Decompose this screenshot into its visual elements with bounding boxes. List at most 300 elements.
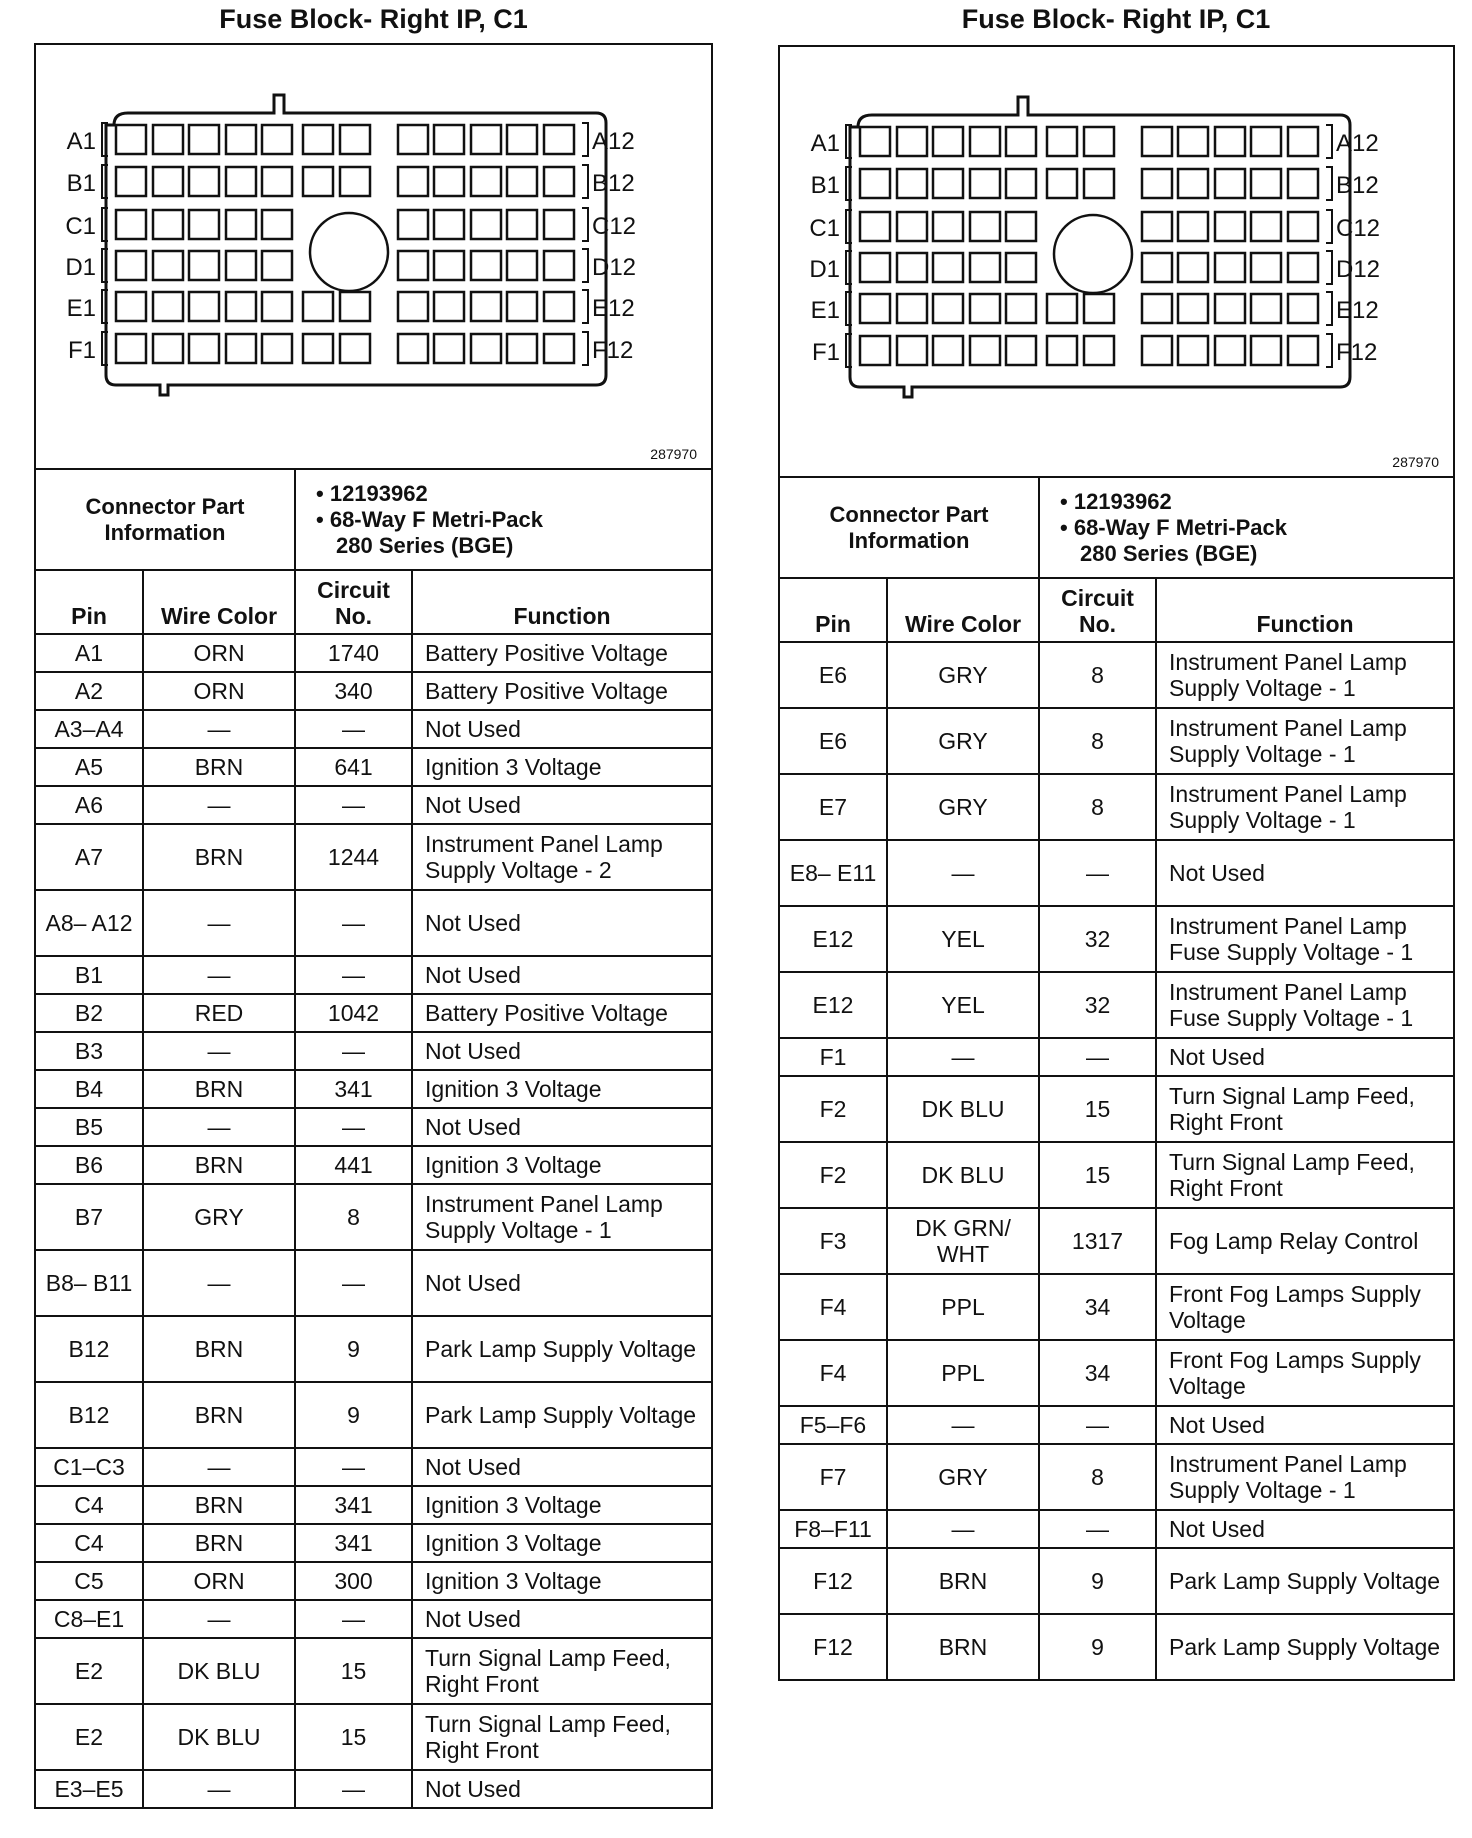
pin-cavity <box>116 125 146 154</box>
pin-cavity <box>116 251 146 280</box>
pin-cell: A3–A4 <box>35 710 143 748</box>
table-row <box>35 1562 712 1600</box>
pin-cavity <box>189 334 219 363</box>
circuit-cell: 8 <box>1039 1444 1156 1510</box>
pin-cavity <box>1215 253 1245 282</box>
pin-cavity <box>398 125 428 154</box>
pin-cavity <box>471 167 501 196</box>
pin-cell: E7 <box>779 774 887 840</box>
left-connector-diagram <box>34 43 713 470</box>
pin-cavity <box>1215 169 1245 198</box>
circuit-cell: 32 <box>1039 972 1156 1038</box>
pin-cavity <box>153 292 183 321</box>
function-cell: Ignition 3 Voltage <box>412 1486 712 1524</box>
connector-part-number: • 12193962 <box>1060 488 1172 514</box>
table-row <box>35 1032 712 1070</box>
pin-cell: B6 <box>35 1146 143 1184</box>
pin-cavity <box>189 167 219 196</box>
circuit-cell: 15 <box>1039 1142 1156 1208</box>
wire-color-cell: DK BLU <box>143 1704 295 1770</box>
pin-cavity <box>544 251 574 280</box>
row-label-right: D12 <box>592 254 637 281</box>
circuit-cell: 9 <box>295 1382 412 1448</box>
pin-cavity <box>1251 253 1281 282</box>
circuit-cell: — <box>1039 1406 1156 1444</box>
row-label-right: A12 <box>592 128 635 155</box>
circuit-cell: — <box>295 1448 412 1486</box>
pin-cavity <box>434 334 464 363</box>
pin-cell: F3 <box>779 1208 887 1274</box>
pin-cell: A6 <box>35 786 143 824</box>
pin-cell: B12 <box>35 1316 143 1382</box>
function-cell: Turn Signal Lamp Feed, Right Front <box>1156 1076 1454 1142</box>
connector-info-label: Connector Part Information <box>779 477 1039 578</box>
pin-cavity <box>1047 294 1077 323</box>
header-wire-color: Wire Color <box>143 570 295 634</box>
circuit-cell: 8 <box>1039 774 1156 840</box>
pin-cavity <box>544 292 574 321</box>
pin-cell: F7 <box>779 1444 887 1510</box>
pin-cavity <box>1047 336 1077 365</box>
function-cell: Not Used <box>412 1448 712 1486</box>
wire-color-cell: — <box>143 1108 295 1146</box>
circuit-cell: 341 <box>295 1070 412 1108</box>
row-label-right: B12 <box>592 170 635 197</box>
pin-cavity <box>1047 127 1077 156</box>
pin-cell: F1 <box>779 1038 887 1076</box>
table-row <box>35 1638 712 1704</box>
pin-cavity <box>1142 253 1172 282</box>
row-bracket-right <box>1326 210 1332 243</box>
wire-color-cell: BRN <box>887 1548 1039 1614</box>
pin-cavity <box>303 167 333 196</box>
table-row <box>779 774 1454 840</box>
pin-cavity <box>471 251 501 280</box>
row-label-left: B1 <box>66 170 96 197</box>
table-row <box>35 1250 712 1316</box>
function-cell: Battery Positive Voltage <box>412 672 712 710</box>
wire-color-cell: ORN <box>143 1562 295 1600</box>
circuit-cell: 15 <box>295 1638 412 1704</box>
header-function: Function <box>412 570 712 634</box>
row-label-left: C1 <box>65 213 96 240</box>
pin-cavity <box>1288 294 1318 323</box>
table-row <box>35 1704 712 1770</box>
pin-cavity <box>970 127 1000 156</box>
right-connector-diagram <box>778 45 1455 478</box>
row-label-left: A1 <box>810 130 840 157</box>
pin-cavity <box>507 210 537 239</box>
pin-cavity <box>933 253 963 282</box>
pin-cavity <box>1215 294 1245 323</box>
pin-cell: B2 <box>35 994 143 1032</box>
table-row <box>779 1076 1454 1142</box>
function-cell: Instrument Panel Lamp Supply Voltage - 1 <box>1156 642 1454 708</box>
pin-cavity <box>189 292 219 321</box>
pin-cavity <box>1251 294 1281 323</box>
pin-cavity <box>434 251 464 280</box>
pin-cavity <box>933 212 963 241</box>
pin-cavity <box>116 292 146 321</box>
wire-color-cell: — <box>887 840 1039 906</box>
pin-cavity <box>116 167 146 196</box>
pin-cavity <box>189 210 219 239</box>
function-cell: Not Used <box>412 1250 712 1316</box>
table-row <box>779 972 1454 1038</box>
pin-cavity <box>434 167 464 196</box>
table-row <box>779 1274 1454 1340</box>
function-cell: Not Used <box>1156 1510 1454 1548</box>
wire-color-cell: — <box>143 890 295 956</box>
pin-cavity <box>507 125 537 154</box>
wire-color-cell: — <box>887 1038 1039 1076</box>
pin-cell: E2 <box>35 1704 143 1770</box>
pin-cavity <box>116 210 146 239</box>
pin-cavity <box>398 334 428 363</box>
pin-cavity <box>970 169 1000 198</box>
pin-cavity <box>1178 127 1208 156</box>
row-bracket-right <box>582 165 588 198</box>
pin-cavity <box>189 125 219 154</box>
row-bracket-right <box>582 332 588 365</box>
pin-cavity <box>1251 212 1281 241</box>
pin-cavity <box>544 167 574 196</box>
connector-part-number: • 12193962 <box>316 480 428 506</box>
pin-cell: F4 <box>779 1274 887 1340</box>
function-cell: Park Lamp Supply Voltage <box>1156 1548 1454 1614</box>
pin-cavity <box>860 169 890 198</box>
header-pin: Pin <box>779 578 887 642</box>
wire-color-cell: BRN <box>143 1316 295 1382</box>
pin-cavity <box>398 292 428 321</box>
pin-cavity <box>1251 336 1281 365</box>
pin-cell: E8– E11 <box>779 840 887 906</box>
circuit-cell: 1244 <box>295 824 412 890</box>
wire-color-cell: DK BLU <box>143 1638 295 1704</box>
pin-cavity <box>471 334 501 363</box>
wire-color-cell: — <box>143 1250 295 1316</box>
circuit-cell: 8 <box>295 1184 412 1250</box>
row-label-left: E1 <box>66 295 96 322</box>
function-cell: Ignition 3 Voltage <box>412 748 712 786</box>
table-row <box>35 1770 712 1808</box>
pin-cell: F8–F11 <box>779 1510 887 1548</box>
pin-cavity <box>262 210 292 239</box>
pin-cavity <box>1178 169 1208 198</box>
wire-color-cell: — <box>887 1406 1039 1444</box>
left-title: Fuse Block- Right IP, C1 <box>219 4 528 34</box>
pin-cavity <box>1215 127 1245 156</box>
function-cell: Fog Lamp Relay Control <box>1156 1208 1454 1274</box>
table-row <box>35 672 712 710</box>
pin-cavity <box>226 334 256 363</box>
wire-color-cell: — <box>143 1448 295 1486</box>
circuit-cell: 9 <box>1039 1548 1156 1614</box>
table-row <box>779 642 1454 708</box>
pin-cavity <box>1215 336 1245 365</box>
row-bracket-right <box>1326 334 1332 367</box>
pin-cavity <box>1288 127 1318 156</box>
wire-color-cell: GRY <box>887 774 1039 840</box>
pin-cell: E2 <box>35 1638 143 1704</box>
pin-cell: E12 <box>779 906 887 972</box>
function-cell: Battery Positive Voltage <box>412 994 712 1032</box>
pin-cavity <box>1142 127 1172 156</box>
pin-cavity <box>189 251 219 280</box>
table-row <box>35 1184 712 1250</box>
wire-color-cell: RED <box>143 994 295 1032</box>
pin-cavity <box>1084 169 1114 198</box>
pin-cavity <box>1178 212 1208 241</box>
row-label-left: B1 <box>810 172 840 199</box>
table-row <box>35 786 712 824</box>
wire-color-cell: PPL <box>887 1274 1039 1340</box>
pin-cavity <box>1084 336 1114 365</box>
wire-color-cell: — <box>143 786 295 824</box>
row-label-left: D1 <box>65 254 96 281</box>
pin-cavity <box>1288 336 1318 365</box>
circuit-cell: — <box>295 1770 412 1808</box>
table-row <box>35 710 712 748</box>
function-cell: Battery Positive Voltage <box>412 634 712 672</box>
pin-cavity <box>507 292 537 321</box>
right-pin-table <box>778 476 1455 1681</box>
table-row <box>35 634 712 672</box>
pin-cavity <box>153 334 183 363</box>
wire-color-cell: BRN <box>143 824 295 890</box>
function-cell: Ignition 3 Voltage <box>412 1524 712 1562</box>
connector-info-label: Connector Part Information <box>35 469 295 570</box>
pin-cavity <box>897 127 927 156</box>
pin-cavity <box>860 212 890 241</box>
table-row <box>779 708 1454 774</box>
circuit-cell: 341 <box>295 1486 412 1524</box>
pin-cavity <box>1142 294 1172 323</box>
row-label-left: E1 <box>810 297 840 324</box>
pin-cavity <box>434 292 464 321</box>
pin-cavity <box>507 167 537 196</box>
circuit-cell: 1317 <box>1039 1208 1156 1274</box>
row-bracket-right <box>1326 292 1332 325</box>
pin-cavity <box>1084 294 1114 323</box>
pin-cavity <box>1006 294 1036 323</box>
wire-color-cell: GRY <box>887 708 1039 774</box>
wire-color-cell: PPL <box>887 1340 1039 1406</box>
connector-info-value <box>295 469 712 570</box>
pin-cavity <box>1251 169 1281 198</box>
pin-cavity <box>471 125 501 154</box>
wire-color-cell: BRN <box>143 1070 295 1108</box>
function-cell: Not Used <box>412 956 712 994</box>
function-cell: Park Lamp Supply Voltage <box>412 1382 712 1448</box>
row-label-right: E12 <box>1336 297 1379 324</box>
circuit-cell: — <box>295 890 412 956</box>
pin-cavity <box>933 294 963 323</box>
pin-cavity <box>970 212 1000 241</box>
table-row <box>779 1208 1454 1274</box>
wire-color-cell: — <box>143 956 295 994</box>
wire-color-cell: BRN <box>887 1614 1039 1680</box>
pin-cavity <box>897 169 927 198</box>
table-row <box>35 1146 712 1184</box>
header-circuit-no: Circuit No. <box>1039 578 1156 642</box>
pin-cavity <box>1178 336 1208 365</box>
function-cell: Not Used <box>1156 1038 1454 1076</box>
pin-cavity <box>970 336 1000 365</box>
pin-cavity <box>897 212 927 241</box>
table-row <box>35 1524 712 1562</box>
left-part-code: 287970 <box>650 446 697 462</box>
pin-cell: C4 <box>35 1524 143 1562</box>
pin-cavity <box>1006 253 1036 282</box>
circuit-cell: 8 <box>1039 642 1156 708</box>
row-label-right: B12 <box>1336 172 1379 199</box>
function-cell: Ignition 3 Voltage <box>412 1070 712 1108</box>
pin-cavity <box>226 292 256 321</box>
circuit-cell: 340 <box>295 672 412 710</box>
pin-cavity <box>434 125 464 154</box>
pin-cavity <box>262 125 292 154</box>
row-label-right: C12 <box>1336 215 1381 242</box>
wire-color-cell: — <box>887 1510 1039 1548</box>
row-label-left: C1 <box>809 215 840 242</box>
wire-color-cell: DK BLU <box>887 1076 1039 1142</box>
wire-color-cell: — <box>143 1032 295 1070</box>
pin-cell: A5 <box>35 748 143 786</box>
table-row <box>35 1448 712 1486</box>
pin-cavity <box>544 125 574 154</box>
pin-cell: F4 <box>779 1340 887 1406</box>
row-bracket-right <box>1326 167 1332 200</box>
pin-cell: C4 <box>35 1486 143 1524</box>
pin-cavity <box>897 294 927 323</box>
pin-cavity <box>303 125 333 154</box>
circuit-cell: — <box>1039 1038 1156 1076</box>
pin-cell: A2 <box>35 672 143 710</box>
wire-color-cell: — <box>143 1770 295 1808</box>
center-boss <box>310 213 388 291</box>
pin-cell: B8– B11 <box>35 1250 143 1316</box>
wire-color-cell: YEL <box>887 906 1039 972</box>
row-label-right: D12 <box>1336 256 1381 283</box>
function-cell: Ignition 3 Voltage <box>412 1146 712 1184</box>
connector-face-drawing <box>36 45 715 472</box>
circuit-cell: 34 <box>1039 1274 1156 1340</box>
table-row <box>779 840 1454 906</box>
pin-cavity <box>398 251 428 280</box>
row-label-left: A1 <box>66 128 96 155</box>
table-row <box>779 1038 1454 1076</box>
row-label-right: F12 <box>592 337 634 364</box>
pin-cell: B1 <box>35 956 143 994</box>
pin-cavity <box>1006 212 1036 241</box>
pin-cavity <box>1178 253 1208 282</box>
table-row <box>35 1070 712 1108</box>
pin-cavity <box>398 210 428 239</box>
circuit-cell: 300 <box>295 1562 412 1600</box>
pin-cavity <box>226 125 256 154</box>
table-row <box>35 1108 712 1146</box>
function-cell: Not Used <box>1156 1406 1454 1444</box>
function-cell: Ignition 3 Voltage <box>412 1562 712 1600</box>
pin-cavity <box>860 127 890 156</box>
header-circuit-no: Circuit No. <box>295 570 412 634</box>
pin-cavity <box>226 251 256 280</box>
wire-color-cell: BRN <box>143 1146 295 1184</box>
table-row <box>779 1340 1454 1406</box>
circuit-cell: — <box>1039 840 1156 906</box>
function-cell: Not Used <box>412 1032 712 1070</box>
wire-color-cell: BRN <box>143 1382 295 1448</box>
pin-cavity <box>1215 212 1245 241</box>
table-row <box>35 824 712 890</box>
wire-color-cell: YEL <box>887 972 1039 1038</box>
connector-housing-outline <box>850 97 1350 397</box>
wire-color-cell: GRY <box>887 1444 1039 1510</box>
pin-cavity <box>507 251 537 280</box>
pin-cavity <box>262 334 292 363</box>
pin-cavity <box>1178 294 1208 323</box>
pin-cavity <box>897 336 927 365</box>
table-row <box>35 1600 712 1638</box>
right-part-code: 287970 <box>1392 454 1439 470</box>
pin-cavity <box>1288 212 1318 241</box>
pin-cavity <box>340 167 370 196</box>
pin-cavity <box>262 292 292 321</box>
wire-color-cell: BRN <box>143 748 295 786</box>
pin-cavity <box>153 210 183 239</box>
row-label-right: C12 <box>592 213 637 240</box>
connector-housing-outline <box>106 95 606 395</box>
row-label-left: D1 <box>809 256 840 283</box>
function-cell: Not Used <box>412 1600 712 1638</box>
row-bracket-right <box>582 290 588 323</box>
wire-color-cell: GRY <box>143 1184 295 1250</box>
connector-info-value <box>1039 477 1454 578</box>
function-cell: Not Used <box>412 710 712 748</box>
circuit-cell: 441 <box>295 1146 412 1184</box>
wire-color-cell: — <box>143 710 295 748</box>
table-row <box>779 1510 1454 1548</box>
pin-cavity <box>933 127 963 156</box>
connector-description-2: 280 Series (BGE) <box>336 532 514 558</box>
row-label-left: F1 <box>67 337 96 364</box>
right-title: Fuse Block- Right IP, C1 <box>961 4 1271 34</box>
pin-cavity <box>153 125 183 154</box>
function-cell: Not Used <box>412 1108 712 1146</box>
pin-cell: B4 <box>35 1070 143 1108</box>
pin-cavity <box>507 334 537 363</box>
row-bracket-right <box>1326 125 1332 158</box>
pin-cavity <box>471 210 501 239</box>
table-row <box>779 1406 1454 1444</box>
pin-cell: F2 <box>779 1142 887 1208</box>
table-row <box>35 748 712 786</box>
function-cell: Park Lamp Supply Voltage <box>1156 1614 1454 1680</box>
pin-cavity <box>340 125 370 154</box>
table-row <box>779 906 1454 972</box>
function-cell: Turn Signal Lamp Feed, Right Front <box>412 1704 712 1770</box>
pin-cavity <box>933 336 963 365</box>
table-row <box>779 1142 1454 1208</box>
pin-cavity <box>226 167 256 196</box>
wire-color-cell: ORN <box>143 672 295 710</box>
pin-cavity <box>1006 169 1036 198</box>
pin-cavity <box>303 292 333 321</box>
function-cell: Instrument Panel Lamp Supply Voltage - 1 <box>1156 1444 1454 1510</box>
function-cell: Park Lamp Supply Voltage <box>412 1316 712 1382</box>
pin-cavity <box>860 294 890 323</box>
